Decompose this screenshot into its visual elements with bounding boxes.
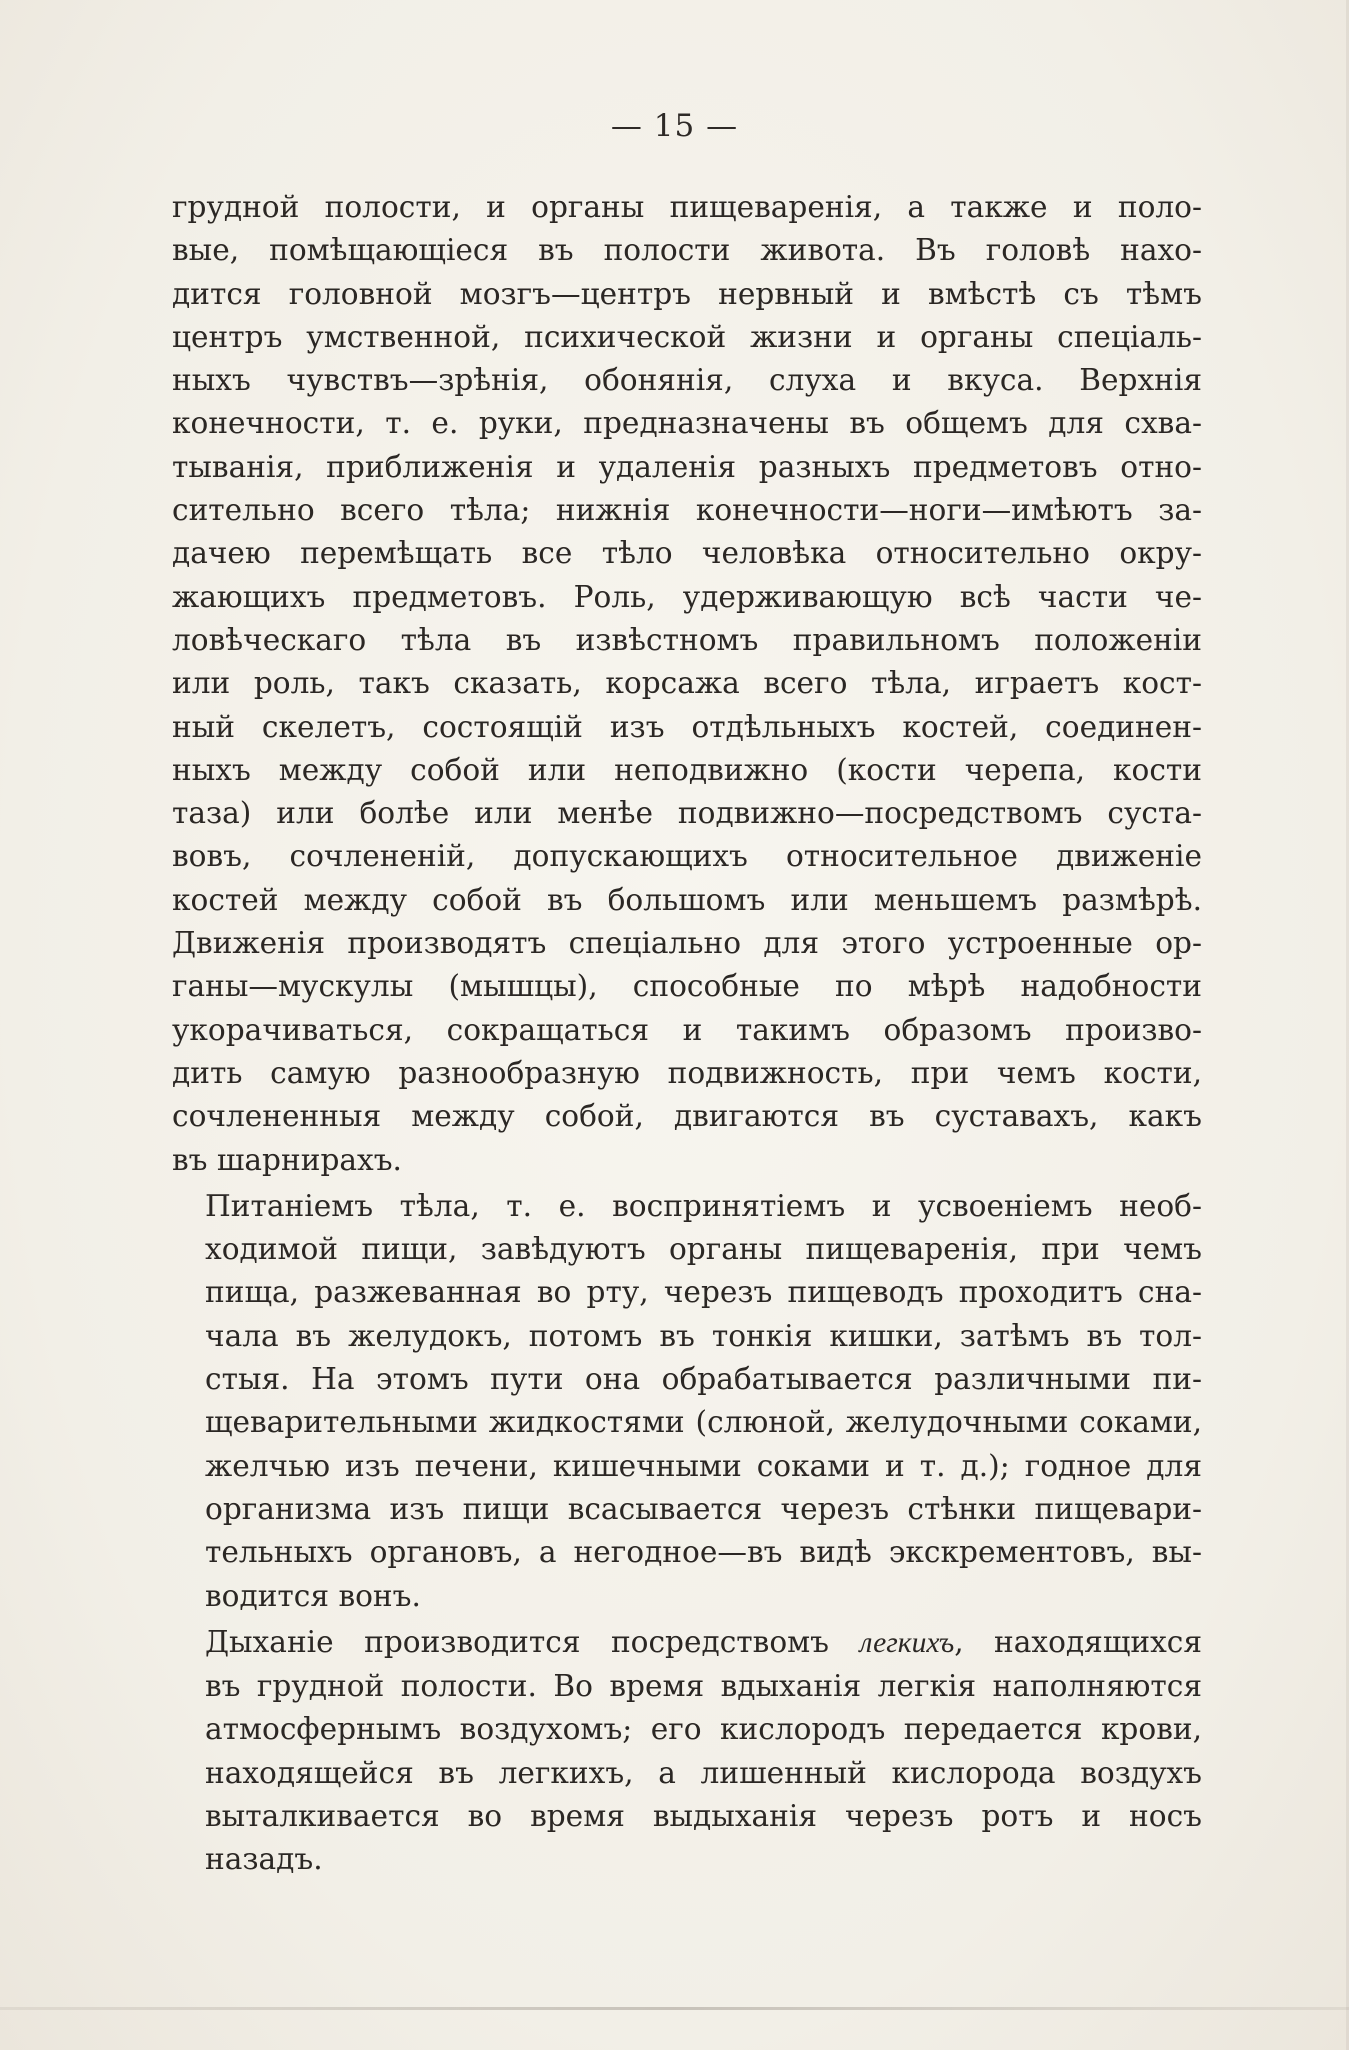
- page-number: — 15 —: [610, 108, 739, 144]
- text-line: грудной полости, и органы пищеваренія, а также и поло-: [172, 190, 1202, 224]
- paragraph-skeleton: [172, 186, 1202, 1182]
- body-text: [172, 186, 1202, 1882]
- text-line: центръ умственной, психической жизни и органы спеціаль-: [172, 319, 1202, 354]
- text-line: таза) или болѣе или менѣе подвижно—посредствомъ суста-: [172, 796, 1202, 831]
- text-line: ганы—мускулы (мышцы), способные по мѣрѣ надобности: [172, 969, 1202, 1004]
- text-line: пища, разжеванная во рту, черезъ пищеводъ проходитъ сна-: [205, 1275, 1202, 1310]
- text-line: водится вонъ.: [205, 1578, 421, 1613]
- text-line: чала въ желудокъ, потомъ въ тонкія кишки, затѣмъ въ тол-: [205, 1318, 1202, 1353]
- text-line: или роль, такъ сказать, корсажа всего тѣла, играетъ кост-: [172, 666, 1202, 701]
- text-line: тельныхъ органовъ, а негодное—въ видѣ экскрементовъ, вы-: [205, 1535, 1202, 1570]
- text-line: ный скелетъ, состоящій изъ отдѣльныхъ костей, соединен-: [172, 709, 1202, 744]
- text-line: находящейся въ легкихъ, а лишенный кислорода воздухъ: [205, 1755, 1202, 1790]
- text-line: въ грудной полости. Во время вдыханія легкія наполняются: [205, 1669, 1202, 1704]
- text-line: организма изъ пищи всасывается черезъ стѣнки пищевари-: [205, 1491, 1202, 1526]
- text-line: тыванія, приближенія и удаленія разныхъ предметовъ отно-: [172, 449, 1202, 484]
- text-line: ныхъ между собой или неподвижно (кости черепа, кости: [172, 752, 1202, 787]
- text-line: стыя. На этомъ пути она обрабатывается различными пи-: [205, 1362, 1202, 1397]
- text-line: ходимой пищи, завѣдуютъ органы пищеваренія, при чемъ: [205, 1232, 1202, 1267]
- text-line: желчью изъ печени, кишечными соками и т. д.); годное для: [205, 1448, 1202, 1483]
- text-line: вые, помѣщающіеся въ полости живота. Въ головѣ нахо-: [172, 233, 1202, 268]
- text-line: конечности, т. е. руки, предназначены въ общемъ для схва-: [172, 406, 1202, 441]
- text-line: ныхъ чувствъ—зрѣнія, обонянія, слуха и вкуса. Верхнія: [172, 363, 1202, 398]
- text-line: сочлененныя между собой, двигаются въ суставахъ, какъ: [172, 1099, 1202, 1134]
- text-line: дится головной мозгъ—центръ нервный и вмѣстѣ съ тѣмъ: [172, 276, 1202, 311]
- paragraph-nutrition: [172, 1185, 1202, 1618]
- text-line: ловѣческаго тѣла въ извѣстномъ правильномъ положеніи: [172, 622, 1202, 657]
- text-line: Движенія производятъ спеціально для этого устроенные ор-: [172, 926, 1202, 961]
- paragraph-respiration: [172, 1621, 1202, 1882]
- text-line: дить самую разнообразную подвижность, при чемъ кости,: [172, 1055, 1202, 1090]
- text-line: вовъ, сочлененій, допускающихъ относительное движеніе: [172, 839, 1202, 874]
- text-line: назадъ.: [205, 1842, 323, 1877]
- text-line: костей между собой въ большомъ или меньшемъ размѣрѣ.: [172, 882, 1202, 917]
- page-bottom-edge: [0, 2007, 1349, 2010]
- text-line: Питаніемъ тѣла, т. е. воспринятіемъ и усвоеніемъ необ-: [205, 1188, 1202, 1223]
- text-line: въ шарнирахъ.: [172, 1142, 402, 1177]
- text-line: атмосфернымъ воздухомъ; его кислородъ передается крови,: [205, 1712, 1202, 1747]
- italic-term: легкихъ: [859, 1626, 955, 1659]
- text-line: щеварительными жидкостями (слюной, желудочными соками,: [205, 1405, 1202, 1440]
- text-line: выталкивается во время выдыханія черезъ ротъ и носъ: [205, 1798, 1202, 1833]
- text-line: Дыханіе производится посредствомъ легкихъ, находящихся: [205, 1624, 1202, 1659]
- text-line: укорачиваться, сокращаться и такимъ образомъ произво-: [172, 1012, 1202, 1047]
- text-line: сительно всего тѣла; нижнія конечности—ноги—имѣютъ за-: [172, 493, 1202, 528]
- text-line: жающихъ предметовъ. Роль, удерживающую всѣ части че-: [172, 579, 1202, 614]
- text-line: дачею перемѣщать все тѣло человѣка относительно окру-: [172, 536, 1202, 571]
